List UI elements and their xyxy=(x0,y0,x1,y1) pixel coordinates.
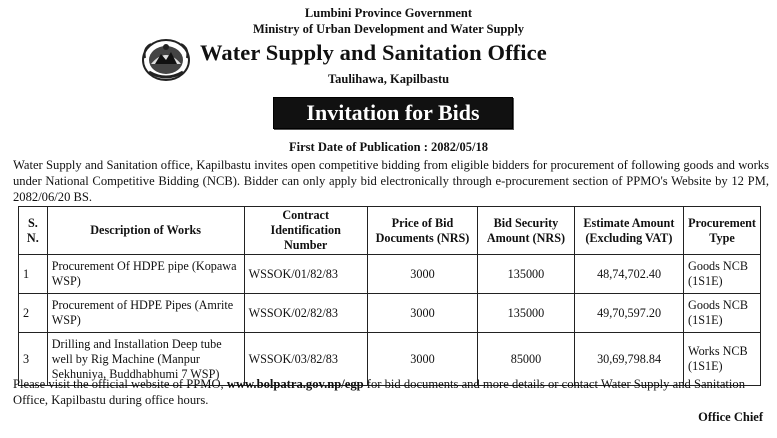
footer-suffix: for bid documents and more details or contact Water Supply and Sanitation Office, Kapilbastu during office hours. xyxy=(13,377,746,407)
row-security: 135000 xyxy=(478,255,574,294)
ministry-name: Ministry of Urban Development and Water Supply xyxy=(252,22,525,36)
row-security: 85000 xyxy=(478,333,574,386)
row-description: Drilling and Installation Deep tube well by Rig Machine (Manpur Sekhuniya, Buddhabhumi 7 WSP) xyxy=(47,333,244,386)
row-estimate: 30,69,798.84 xyxy=(574,333,683,386)
footer-paragraph xyxy=(13,376,769,408)
row-estimate: 49,70,597.20 xyxy=(574,294,683,333)
table-header-row xyxy=(19,207,761,255)
row-description: Procurement Of HDPE pipe (Kopawa WSP) xyxy=(47,255,244,294)
government-name: Lumbini Province Government xyxy=(304,6,473,20)
header-type: Procurement Type xyxy=(684,207,761,255)
invitation-banner: Invitation for Bids xyxy=(273,97,513,129)
row-estimate: 48,74,702.40 xyxy=(574,255,683,294)
footer-prefix: Please visit the official website of PPMO, xyxy=(13,377,227,391)
header-estimate: Estimate Amount (Excluding VAT) xyxy=(574,207,683,255)
row-contract-id: WSSOK/01/82/83 xyxy=(244,255,367,294)
table-row xyxy=(19,255,761,294)
row-type: Goods NCB (1S1E) xyxy=(684,255,761,294)
row-price: 3000 xyxy=(367,255,477,294)
row-description: Procurement of HDPE Pipes (Amrite WSP) xyxy=(47,294,244,333)
row-price: 3000 xyxy=(367,333,477,386)
header-description: Description of Works xyxy=(47,207,244,255)
office-title: Water Supply and Sanitation Office xyxy=(200,40,547,65)
row-price: 3000 xyxy=(367,294,477,333)
row-sn: 3 xyxy=(19,333,48,386)
row-sn: 1 xyxy=(19,255,48,294)
signature-office-chief: Office Chief xyxy=(698,410,763,424)
publication-date: First Date of Publication : 2082/05/18 xyxy=(289,140,488,154)
intro-paragraph: Water Supply and Sanitation office, Kapilbastu invites open competitive bidding from eligible bidders for procurement of following goods and works under National Competitive Bidding (NCB). Bidder can only apply bid electronically through e-procurement section of PPMO's Website by 12 PM, 2082/06/20 BS. xyxy=(13,158,769,204)
row-type: Works NCB (1S1E) xyxy=(684,333,761,386)
bids-table xyxy=(18,206,761,386)
row-contract-id: WSSOK/03/82/83 xyxy=(244,333,367,386)
header-sn: S. N. xyxy=(19,207,48,255)
row-type: Goods NCB (1S1E) xyxy=(684,294,761,333)
office-location: Taulihawa, Kapilbastu xyxy=(327,72,450,86)
row-sn: 2 xyxy=(19,294,48,333)
header-price: Price of Bid Documents (NRS) xyxy=(367,207,477,255)
ppmo-website-link[interactable]: www.bolpatra.gov.np/egp xyxy=(226,377,364,391)
header-contract-id: Contract Identification Number xyxy=(244,207,367,255)
row-security: 135000 xyxy=(478,294,574,333)
table-row xyxy=(19,294,761,333)
row-contract-id: WSSOK/02/82/83 xyxy=(244,294,367,333)
header-security: Bid Security Amount (NRS) xyxy=(478,207,574,255)
